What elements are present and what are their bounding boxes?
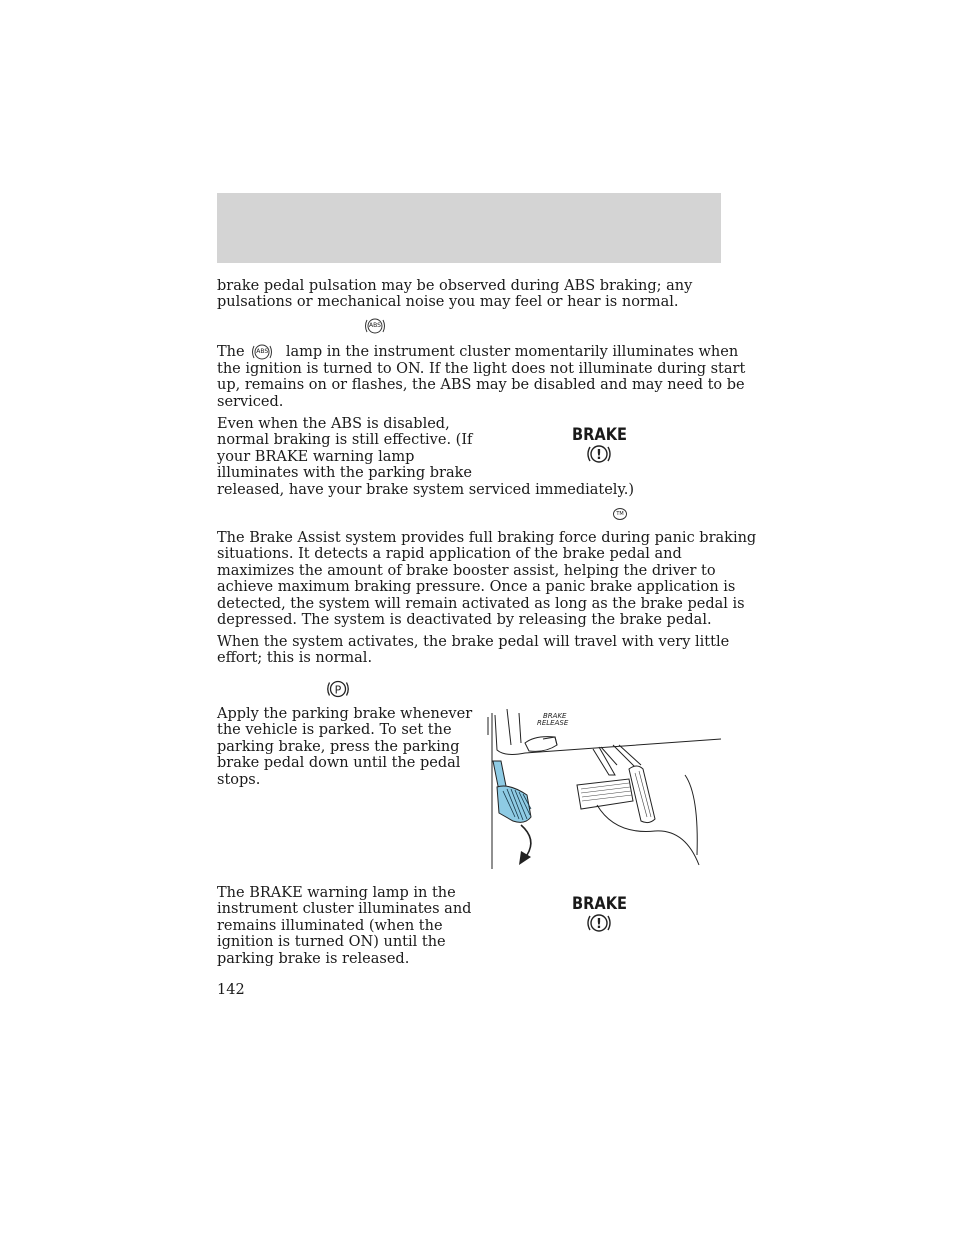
brake-warning-lamp-paragraph: The BRAKE warning lamp in the instrument cluster illuminates and remains illuminated (when the ignition is turned ON) until the parking brake is released.	[217, 885, 472, 967]
brake-warning-label: BRAKE	[572, 425, 628, 445]
abs-pulsation-paragraph: brake pedal pulsation may be observed during ABS braking; any pulsations or mechanical noise you may feel or hear is normal.	[217, 278, 693, 311]
parking-brake-icon	[325, 679, 351, 699]
parking-brake-apply-paragraph: Apply the parking brake whenever the vehicle is parked. To set the parking brake, press the parking brake pedal down until the pedal stops.	[217, 706, 473, 788]
parking-brake-pedal-illustration	[485, 705, 723, 871]
pedal-travel-paragraph: When the system activates, the brake pedal will travel with very little effort; this is normal.	[217, 634, 730, 667]
svg-text:!: !	[596, 448, 602, 463]
abs-lamp-paragraph: The ABS lamp in the instrument cluster momentarily illuminates when the ignition is turned to ON. If the light does not illuminate during start up, remains on or flashes, the ABS may be disabled and may need to be serviced.	[217, 344, 746, 410]
svg-text:BRAKE: BRAKE	[543, 712, 567, 720]
abs-disabled-paragraph: Even when the ABS is disabled, normal braking is still effective. (If your BRAKE warning lamp illuminates with the parking brake released, have your brake system serviced immediately.)	[217, 416, 634, 498]
page-number: 142	[217, 982, 245, 998]
svg-text:RELEASE: RELEASE	[537, 719, 569, 727]
abs-icon: ABS	[364, 317, 386, 335]
brake-warning-label-2: BRAKE	[572, 894, 628, 914]
abs-inline-icon: ABS	[251, 343, 273, 361]
brake-assist-paragraph: The Brake Assist system provides full braking force during panic braking situations. It detects a rapid application of the brake pedal and maximizes the amount of brake booster assist, helping the driver to achieve maximum braking pressure. Once a panic brake application is detected, the system will remain activated as long as the brake pedal is depressed. The system is deactivated by releasing the brake pedal.	[217, 530, 757, 629]
brake-warning-icon	[586, 443, 612, 465]
section-header-band	[217, 193, 721, 263]
svg-text:P: P	[334, 683, 342, 697]
brake-warning-icon-2	[586, 912, 612, 934]
trademark-mark: TM	[613, 508, 627, 520]
svg-text:!: !	[596, 917, 602, 932]
